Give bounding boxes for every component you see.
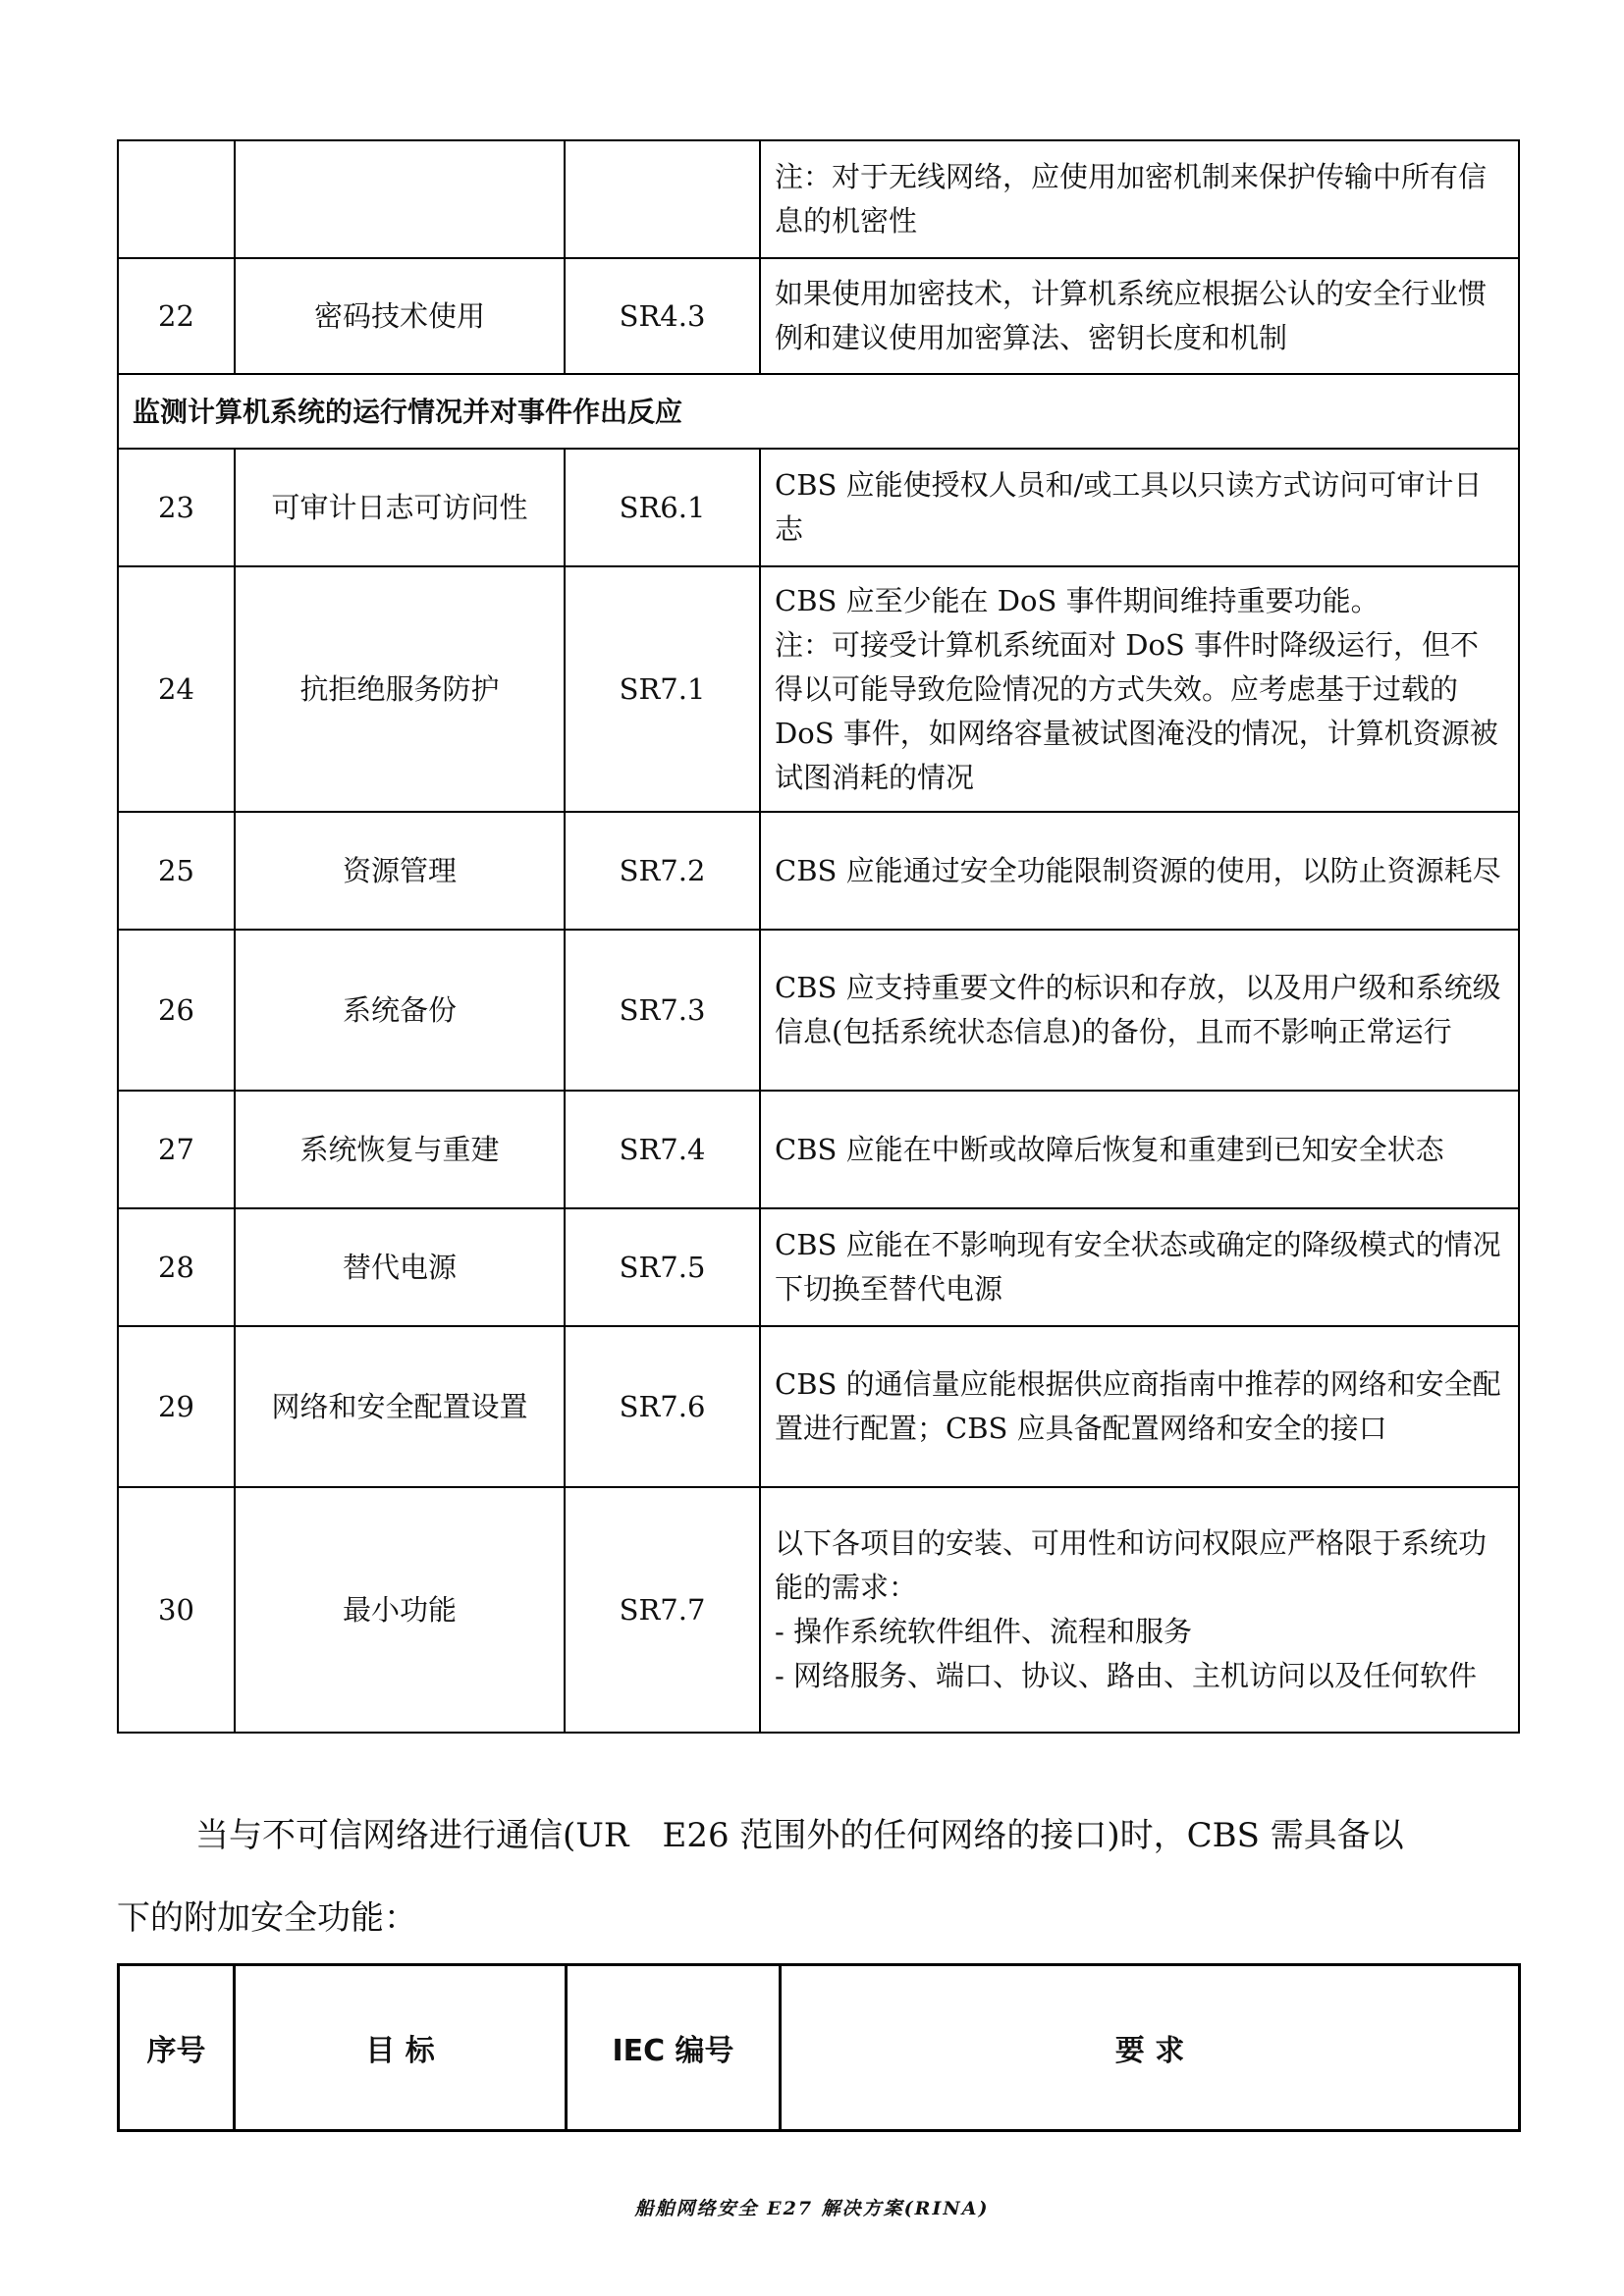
cell-number: 27 bbox=[118, 1091, 235, 1208]
section-row bbox=[118, 374, 1519, 449]
cell-number bbox=[118, 140, 235, 258]
cell-goal bbox=[235, 140, 565, 258]
cell-number: 22 bbox=[118, 258, 235, 374]
cell-goal: 资源管理 bbox=[235, 812, 565, 930]
table-row bbox=[118, 1091, 1519, 1208]
cell-goal: 网络和安全配置设置 bbox=[235, 1326, 565, 1487]
cell-goal: 可审计日志可访问性 bbox=[235, 449, 565, 566]
table-row bbox=[118, 140, 1519, 258]
cell-goal: 系统恢复与重建 bbox=[235, 1091, 565, 1208]
cell-iec-code: SR7.7 bbox=[565, 1487, 760, 1733]
cell-iec-code: SR7.5 bbox=[565, 1208, 760, 1326]
cell-number: 29 bbox=[118, 1326, 235, 1487]
table-body bbox=[118, 140, 1519, 1733]
paragraph-line-1: 当与不可信网络进行通信(UR E26 范围外的任何网络的接口)时，CBS 需具备以 bbox=[195, 1816, 1404, 1855]
cell-goal: 密码技术使用 bbox=[235, 258, 565, 374]
additional-functions-table-header bbox=[117, 1963, 1521, 2132]
cell-number: 23 bbox=[118, 449, 235, 566]
cell-goal: 系统备份 bbox=[235, 930, 565, 1091]
cell-number: 28 bbox=[118, 1208, 235, 1326]
table-row bbox=[118, 930, 1519, 1091]
table-row bbox=[118, 812, 1519, 930]
cell-iec-code bbox=[565, 140, 760, 258]
security-requirements-table bbox=[117, 139, 1520, 1734]
cell-requirement: CBS 的通信量应能根据供应商指南中推荐的网络和安全配置进行配置；CBS 应具备配置网络和安全的接口 bbox=[760, 1326, 1519, 1487]
cell-requirement: CBS 应至少能在 DoS 事件期间维持重要功能。 注：可接受计算机系统面对 DoS 事件时降级运行，但不得以可能导致危险情况的方式失效。应考虑基于过载的 DoS 事件，如网络容量被试图淹没的情况，计算机资源被试图消耗的情况 bbox=[760, 566, 1519, 812]
cell-goal: 替代电源 bbox=[235, 1208, 565, 1326]
table-row bbox=[118, 258, 1519, 374]
cell-number: 24 bbox=[118, 566, 235, 812]
cell-requirement: CBS 应能在不影响现有安全状态或确定的降级模式的情况下切换至替代电源 bbox=[760, 1208, 1519, 1326]
cell-iec-code: SR6.1 bbox=[565, 449, 760, 566]
table-row bbox=[118, 1208, 1519, 1326]
table-row bbox=[118, 1326, 1519, 1487]
cell-number: 30 bbox=[118, 1487, 235, 1733]
cell-iec-code: SR7.1 bbox=[565, 566, 760, 812]
cell-requirement: CBS 应能通过安全功能限制资源的使用，以防止资源耗尽 bbox=[760, 812, 1519, 930]
cell-requirement: CBS 应能使授权人员和/或工具以只读方式访问可审计日志 bbox=[760, 449, 1519, 566]
cell-iec-code: SR7.3 bbox=[565, 930, 760, 1091]
cell-goal: 最小功能 bbox=[235, 1487, 565, 1733]
table-row bbox=[118, 1487, 1519, 1733]
section-title: 监测计算机系统的运行情况并对事件作出反应 bbox=[118, 374, 1519, 449]
cell-iec-code: SR7.4 bbox=[565, 1091, 760, 1208]
header-goal: 目 标 bbox=[235, 1965, 567, 2131]
cell-requirement: 注：对于无线网络，应使用加密机制来保护传输中所有信息的机密性 bbox=[760, 140, 1519, 258]
cell-number: 25 bbox=[118, 812, 235, 930]
header-iec: IEC 编号 bbox=[567, 1965, 781, 2131]
cell-requirement: CBS 应支持重要文件的标识和存放，以及用户级和系统级信息(包括系统状态信息)的备份，且而不影响正常运行 bbox=[760, 930, 1519, 1091]
paragraph-line-2: 下的附加安全功能： bbox=[117, 1898, 417, 1938]
cell-iec-code: SR7.6 bbox=[565, 1326, 760, 1487]
header-row bbox=[119, 1965, 1520, 2131]
cell-iec-code: SR4.3 bbox=[565, 258, 760, 374]
table-row bbox=[118, 449, 1519, 566]
cell-requirement: 如果使用加密技术，计算机系统应根据公认的安全行业惯例和建议使用加密算法、密钥长度和机制 bbox=[760, 258, 1519, 374]
cell-iec-code: SR7.2 bbox=[565, 812, 760, 930]
cell-goal: 抗拒绝服务防护 bbox=[235, 566, 565, 812]
table-row bbox=[118, 566, 1519, 812]
page-footer: 船舶网络安全 E27 解决方案(RINA) bbox=[634, 2198, 990, 2219]
header-no: 序号 bbox=[119, 1965, 235, 2131]
cell-requirement: 以下各项目的安装、可用性和访问权限应严格限于系统功能的需求： - 操作系统软件组件、流程和服务 - 网络服务、端口、协议、路由、主机访问以及任何软件 bbox=[760, 1487, 1519, 1733]
cell-requirement: CBS 应能在中断或故障后恢复和重建到已知安全状态 bbox=[760, 1091, 1519, 1208]
cell-number: 26 bbox=[118, 930, 235, 1091]
header-requirement: 要 求 bbox=[781, 1965, 1520, 2131]
